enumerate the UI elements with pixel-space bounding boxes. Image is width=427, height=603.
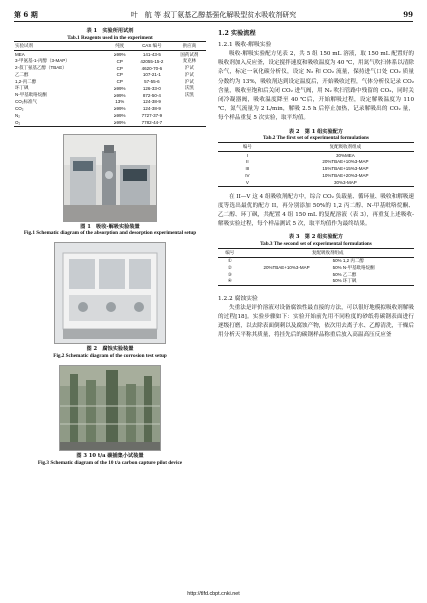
table3-row (218, 264, 414, 271)
figure2-caption-zh: 图 2 腐蚀实验装置 (86, 346, 134, 353)
table1-cell (173, 99, 206, 106)
table1-cell: 7727-37-9 (141, 112, 163, 118)
figure2-caption-en: Fig.2 Schematic diagram of the corrosion test setup (53, 352, 167, 359)
table1-cell: 124-38-9 (142, 106, 161, 112)
table1-row (14, 112, 206, 119)
table3-formulations (218, 248, 414, 286)
table1-row (14, 51, 206, 58)
absorption-desorption-setup-photo (64, 135, 156, 221)
figure2-photo (54, 242, 166, 344)
table3-header: 复配吸收剂组成 (242, 248, 414, 257)
table1-cell: 107-21-1 (142, 72, 161, 78)
table1-reagents (14, 41, 206, 126)
table1-cell (173, 105, 206, 112)
table1-row (14, 105, 206, 112)
table2-row (218, 151, 414, 158)
table3-cell (242, 271, 332, 278)
table2-header: 复配吸收剂组成 (277, 142, 414, 151)
table2-header-row (218, 142, 414, 151)
table1-cell: 57-55-6 (144, 79, 160, 85)
table1-cell: N-甲基吡咯烷酮 (15, 92, 47, 98)
table3-header: 编号 (218, 248, 242, 257)
table1-cell: 环丁砜 (15, 85, 29, 91)
table1-header: 纯度 (109, 42, 131, 51)
table1-cell: 13% (115, 99, 125, 105)
table2-cell: I (246, 152, 249, 158)
table1-caption-zh: 表 1 实验所用试剂 (86, 28, 134, 34)
table1-cell: 1,2-丙二醇 (15, 78, 37, 84)
table1-cell: 42055-15-2 (140, 58, 164, 64)
table1-cell: O₂ (15, 119, 21, 125)
figure1-caption (14, 224, 206, 237)
table3-cell (242, 278, 332, 285)
table3-cell: ① (227, 258, 232, 264)
table1-cell (173, 112, 206, 119)
table1-cell: 沪试 (184, 78, 194, 84)
table3-row (218, 257, 414, 264)
table1-cell: ≥99% (114, 112, 126, 118)
figure3-caption (14, 453, 206, 466)
table3-cell: 50% 1,2 丙二醇 (332, 258, 364, 264)
table1-cell: ≥99% (114, 52, 126, 58)
table2-cell: IV (245, 172, 250, 178)
table3-cell: 50% N-甲基吡咯烷酮 (332, 264, 375, 270)
table1-cell: 沪试 (184, 71, 194, 77)
table1-cell: 3-甲氨基-1-丙醇（3-MAP） (15, 58, 70, 64)
table1-cell: 乙二醇 (15, 71, 29, 77)
table1-cell: 沪试 (184, 65, 194, 71)
table1-row (14, 71, 206, 78)
figure3-caption-en: Fig.3 Schematic diagram of the 10 t/a carbon capture pilot device (37, 459, 183, 466)
table2-cell: III (245, 166, 250, 172)
table2-cell: 20%TBAE+10%3-MAP (322, 159, 369, 165)
subsection-title: 1.2.2 腐蚀实验 (218, 295, 258, 302)
table2-cell: 15%TBAE+15%3-MAP (322, 166, 369, 172)
table3-cell: 20%TBAE+10%3-MAP (263, 265, 310, 271)
table3-cell: ② (227, 264, 232, 270)
table2-header: 编号 (218, 142, 277, 151)
figure1-caption-en: Fig.1 Schematic diagram of the absorption and desorption experimental setup (23, 230, 197, 237)
paragraph: 失重法是评价溶液对设备腐蚀性最直接的方法，可以很好地模拟吸收剂解吸的过程[18]。实验步骤如下：实验开始前先用不同粒度的砂纸将碳钢表面进行逐级打磨，以去除表面倒刺以及腐蚀产物，依次用去离子水、乙醇清洗，干燥后用分析天平称其质量，将挂先后的碳钢样品称重后放入高温高压反应釜 (218, 304, 414, 339)
table1-cell: 麦克林 (182, 58, 197, 64)
table2-row (218, 172, 414, 179)
table3-row (218, 278, 414, 285)
table3-caption (218, 234, 414, 247)
figure1-caption-zh: 图 1 吸收-解吸实验装置 (80, 223, 140, 230)
table1-cell: CP (116, 79, 123, 85)
table1-cell: ≥99% (114, 85, 126, 91)
table1-row (14, 78, 206, 85)
table1-cell: CO₂标准气 (15, 98, 37, 104)
running-title: 叶 航 等 叔丁氨基乙醇基强化解吸型贫水吸收剂研究 (130, 11, 297, 19)
right-column (218, 28, 414, 341)
table3-cell: 50% 环丁砜 (332, 278, 357, 284)
corrosion-setup-photo (55, 243, 165, 343)
table2-cell: 10%TBAE+20%3-MAP (322, 172, 369, 178)
figure3-photo (59, 365, 161, 451)
pilot-device-photo (60, 366, 160, 450)
table1-row (14, 119, 206, 126)
table3-cell: 50% 乙二醇 (332, 271, 357, 277)
footer-url: http://tlfd.cbpt.cnki.net (187, 591, 240, 597)
subsection-title: 1.2.1 吸收-解吸实验 (218, 42, 272, 48)
table1-cell: 沃凯 (184, 85, 194, 91)
table3-cell: ③ (227, 271, 232, 277)
table2-row (218, 159, 414, 166)
table1-cell: MEA (15, 52, 25, 58)
table1-cell: 国药试剂 (180, 51, 199, 57)
page-number: 99 (403, 10, 413, 19)
table2-formulations (218, 142, 414, 187)
table1-cell: 2-叔丁氨基乙醇（TBAE） (15, 65, 67, 71)
table2-caption-en: Tab.2 The first set of experimental formulations (263, 135, 369, 142)
table2-cell: V (245, 179, 249, 185)
table1-header: CAS 编号 (131, 42, 173, 51)
figure2-caption (14, 346, 206, 359)
table2-caption-zh: 表 2 第 1 组实验配方 (288, 128, 344, 135)
paragraph: 在 II—V 这 4 组吸收剂配方中，综合 CO₂ 负载量、循环量、吸收和解吸速度等选出最优的配方 II，再分别添加 50%的 1,2 丙二醇、N-甲基吡咯烷酮、乙二醇、环丁砜，共配置 4 组 150 mL 的复配溶液（表 3），再重复上述吸收-解吸实验过程，每个样品测试 5 次，取平均值作为最终结果。 (218, 193, 414, 228)
table1-cell: 126-33-0 (142, 85, 161, 91)
table1-cell: CP (116, 58, 123, 64)
figure1-photo (63, 134, 157, 222)
table1-caption-en: Tab.1 Reagents used in the experiment (67, 34, 153, 41)
table1-cell (173, 119, 206, 126)
figure3-caption-zh: 图 3 10 t/a 碳捕集小试装置 (76, 453, 144, 460)
table1-header: 供应商 (173, 42, 206, 51)
table3-cell: ④ (227, 278, 232, 284)
paragraph: 吸收-解吸实验配方见表 2，共 5 组 150 mL 溶液，取 150 mL 配置好的吸收剂加入反应釜，设定搅拌速度和吸收温度为 40 ℃，用氮气吹扫体系以清除杂气，标定一氧化碳分析仪，设定 N₂ 和 CO₂ 流量，保持进气口处 CO₂ 质量分数约为 13%，吸收剂达到设定温度后，开始吸收过程，气体分析仪记录 CO₂ 含量，吸收至饱和后关闭 CO₂ 进气阀，用 N₂ 吹扫管路中残留的 CO₂，同时关闭冷凝器阀，吸收温度降至 40 ℃后，开始解吸过程，设定解吸温度为 110 ℃，氮气流量为 2 L/min，解吸 2.5 h 后停止加热，记录解吸出的 CO₂ 量，每个样品重复 5 次实验，取平均值。 (218, 51, 414, 122)
table1-cell: CP (116, 65, 123, 71)
table1-row (14, 65, 206, 72)
table1-cell: 沃凯 (184, 92, 194, 98)
table1-caption (14, 28, 206, 41)
table1-cell: 141-43-5 (142, 52, 161, 58)
table1-cell: ≥99% (114, 106, 126, 112)
table1-row (14, 99, 206, 106)
table1-cell: CO₂ (15, 106, 24, 112)
table1-header: 实验试剂 (14, 42, 109, 51)
table2-cell: II (246, 159, 249, 165)
page-header (14, 9, 413, 22)
table1-row (14, 92, 206, 99)
table1-row (14, 85, 206, 92)
table2-cell: 30%3-MAP (334, 179, 357, 185)
table1-header-row (14, 42, 206, 51)
table2-cell: 30%MEA (336, 152, 355, 158)
table1-cell: N₂ (15, 112, 20, 118)
table3-row (218, 271, 414, 278)
table1-cell: ≥99% (114, 119, 126, 125)
table1-cell: 7782-44-7 (141, 119, 163, 125)
table2-row (218, 179, 414, 186)
table3-header-row (218, 248, 414, 257)
table1-cell: ≥99% (114, 92, 126, 98)
issue-number: 第 6 期 (14, 10, 38, 19)
table3-caption-en: Tab.3 The second set of experimental formulations (260, 241, 372, 248)
table1-row (14, 58, 206, 65)
table2-row (218, 165, 414, 172)
section-title: 1.2 实验流程 (218, 30, 256, 37)
table2-caption (218, 129, 414, 142)
table1-cell: 124-38-9 (142, 99, 161, 105)
table1-cell: CP (116, 72, 123, 78)
left-column (14, 28, 206, 466)
table1-cell: 872-50-4 (142, 92, 161, 98)
table3-cell (242, 257, 332, 264)
table3-caption-zh: 表 3 第 2 组实验配方 (288, 234, 344, 241)
table1-cell: 4620-70-6 (141, 65, 163, 71)
